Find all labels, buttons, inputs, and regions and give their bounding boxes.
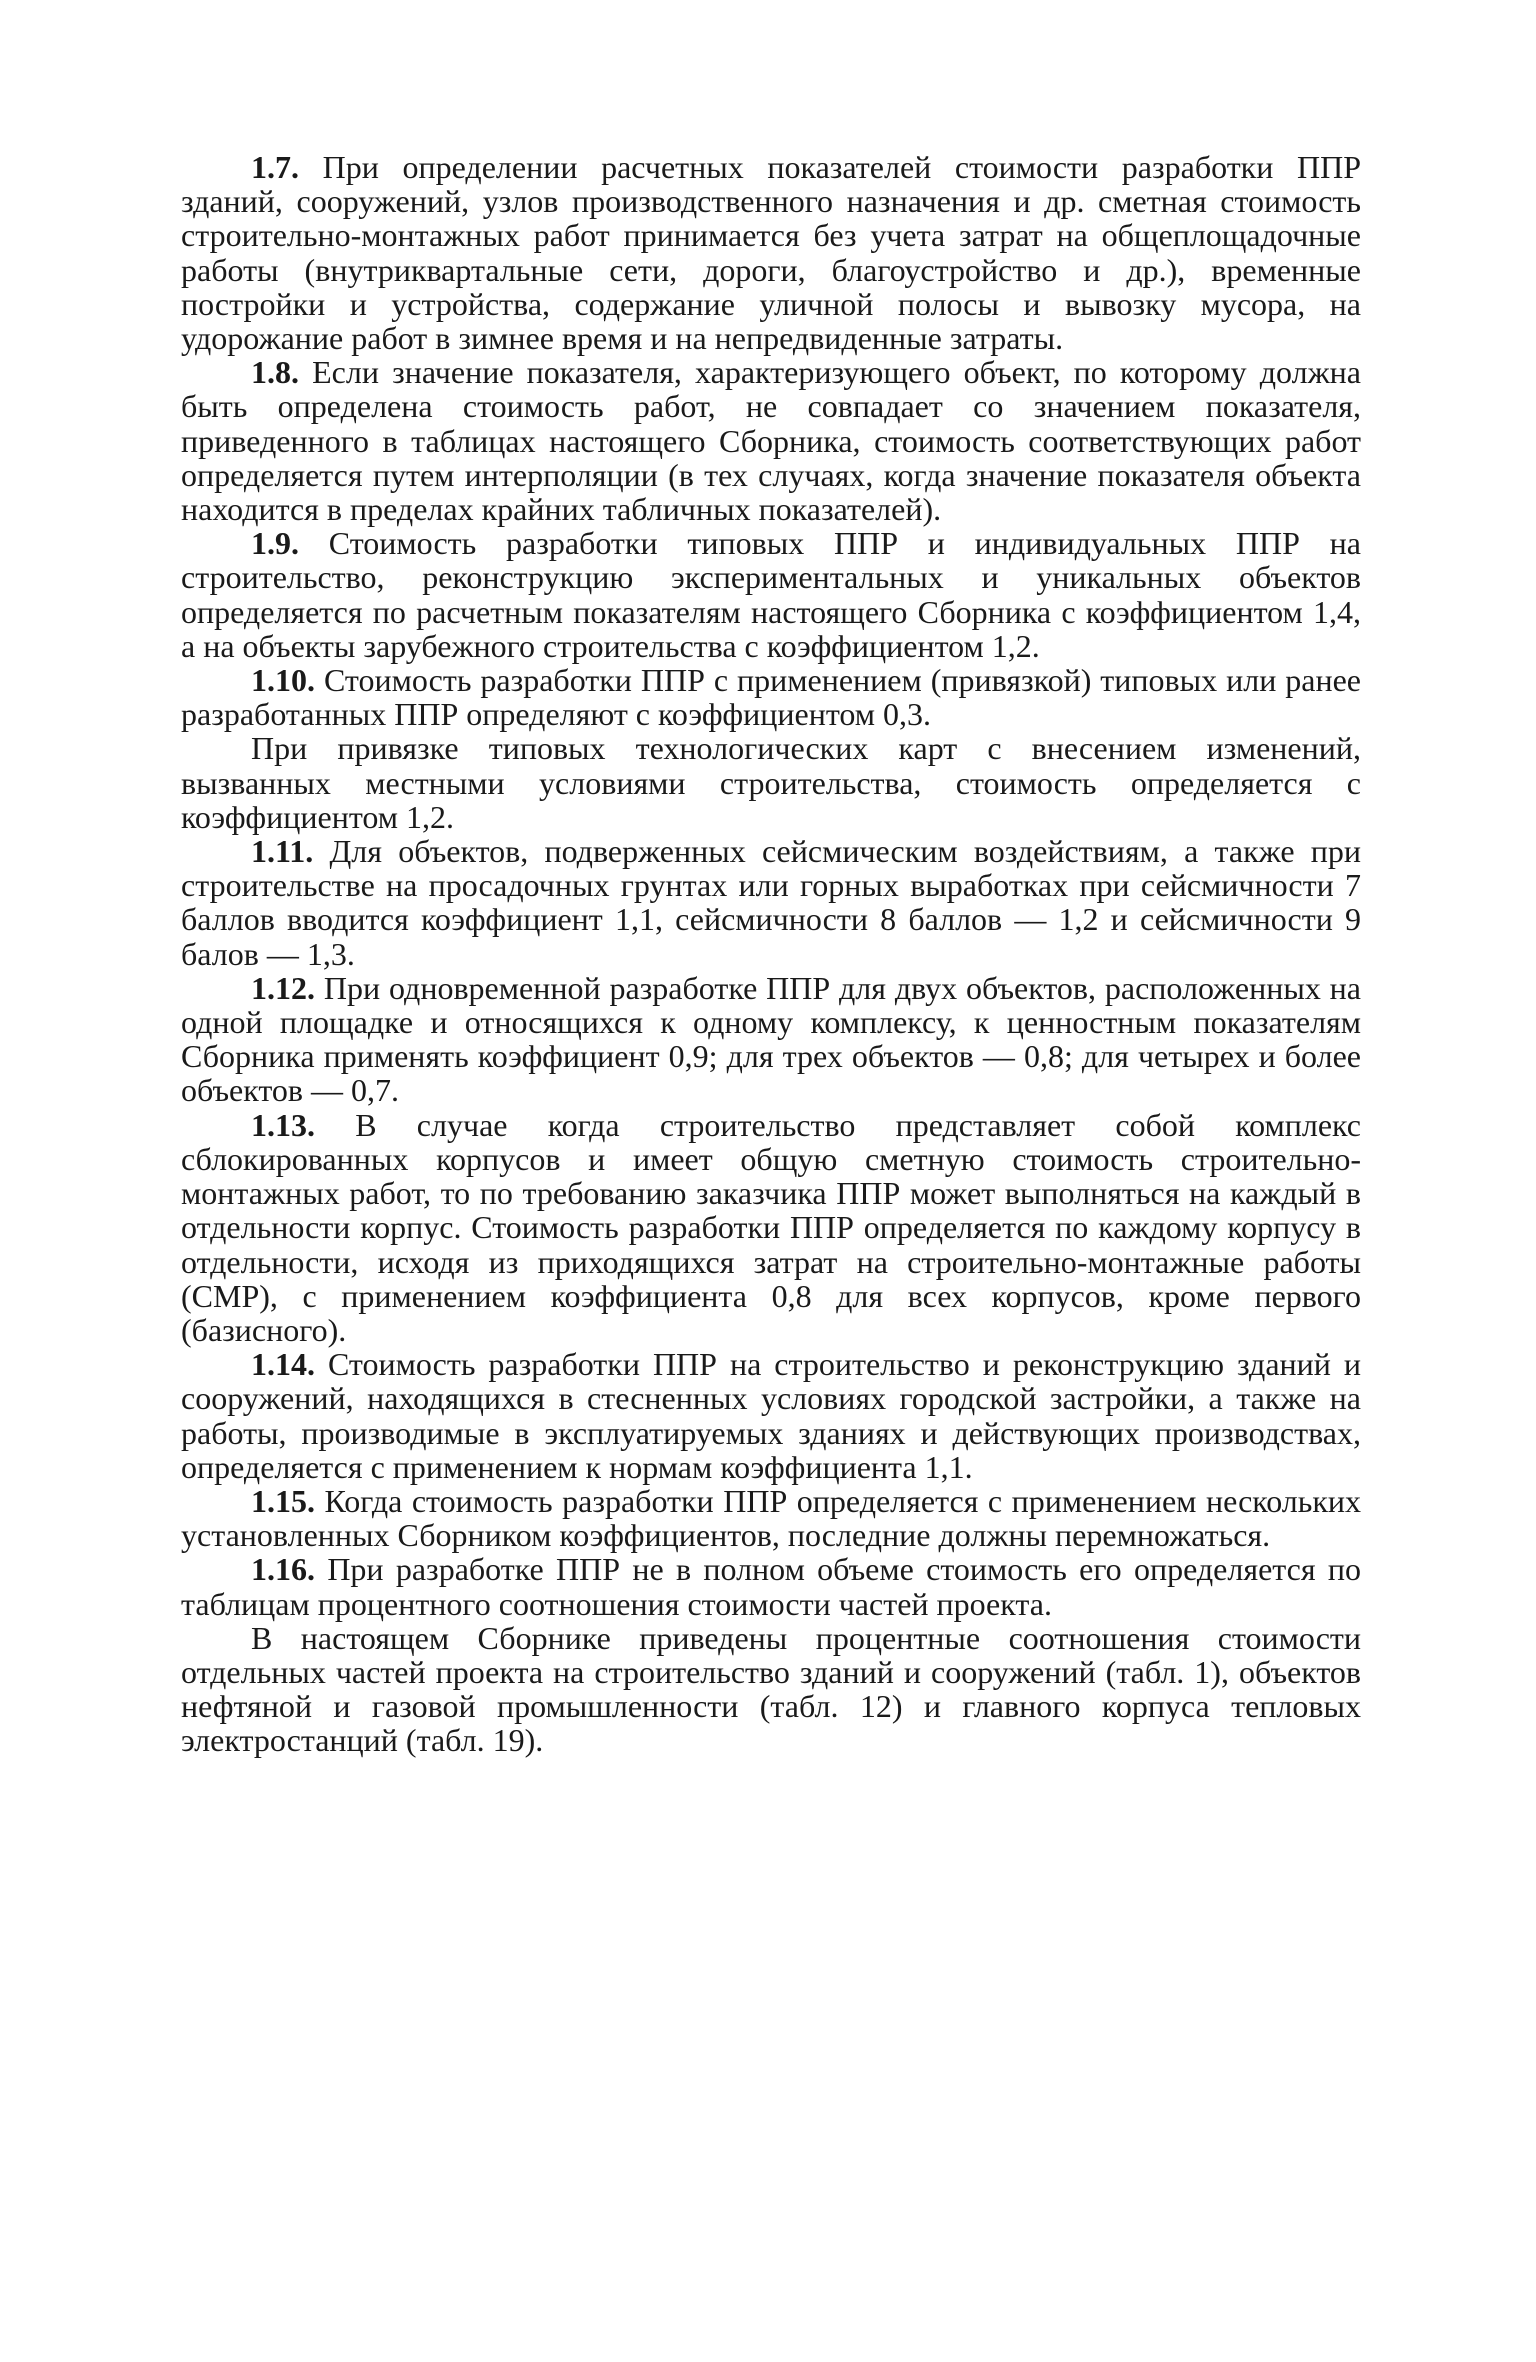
paragraph-text: Стоимость разработки ППР на строительство и реконструкцию зданий и сооружений, находящихся в стесненных условиях городской застройки, а также на работы, производимые в эксплуатируемых зданиях и действующих производствах, определяется с применением к нормам коэффициента 1,1. — [181, 1346, 1362, 1485]
paragraph-text: Стоимость разработки типовых ППР и индивидуальных ППР на строительство, реконструкцию экспериментальных и уникальных объектов определяется по расчетным показателям настоящего Сборника с коэффициентом 1,4, а на объекты зарубежного строительства с коэффициентом 1,2. — [181, 525, 1361, 664]
paragraph-text: Когда стоимость разработки ППР определяется с применением нескольких установленных Сборником коэффициентов, последние должны перемножаться. — [181, 1482, 1362, 1554]
clause-number: 1.7. — [251, 149, 299, 185]
paragraph-text: В настоящем Сборнике приведены процентные соотношения стоимости отдельных частей проекта на строительство зданий и сооружений (табл. 1), объектов нефтяной и газовой промышленности (табл. 12) и главного корпуса тепловых электростанций (табл. 19). — [181, 1619, 1361, 1759]
paragraph-1-14 — [181, 1347, 1361, 1484]
paragraph-1-12 — [181, 971, 1361, 1108]
clause-number: 1.16. — [251, 1551, 315, 1588]
paragraph-1-10-note — [181, 731, 1361, 834]
paragraph-text: При одновременной разработке ППР для двух объектов, расположенных на одной площадке и относящихся к одному комплексу, к ценностным показателям Сборника применять коэффициент 0,9; для трех объектов — 0,8; для четырех и более объектов — 0,7. — [181, 969, 1361, 1109]
paragraph-1-7 — [181, 150, 1361, 355]
paragraph-1-11 — [181, 834, 1361, 971]
clause-number: 1.9. — [251, 525, 299, 562]
document-page — [181, 150, 1361, 1758]
paragraph-text: При привязке типовых технологических карт с внесением изменений, вызванных местными условиями строительства, стоимость определяется с коэффициентом 1,2. — [181, 730, 1361, 835]
paragraph-1-16-note — [181, 1621, 1361, 1758]
clause-number: 1.14. — [251, 1346, 315, 1383]
clause-number: 1.11. — [251, 833, 314, 870]
paragraph-1-16 — [181, 1552, 1361, 1620]
paragraph-text: Стоимость разработки ППР с применением (привязкой) типовых или ранее разработанных ППР определяют с коэффициентом 0,3. — [181, 662, 1362, 733]
paragraph-text: Для объектов, подверженных сейсмическим воздействиям, а также при строительстве на просадочных грунтах или горных выработках при сейсмичности 7 баллов вводится коэффициент 1,1, сейсмичности 8 баллов — 1,2 и сейсмичности 9 балов — 1,3. — [181, 833, 1362, 972]
clause-number: 1.13. — [251, 1106, 315, 1143]
paragraph-1-9 — [181, 526, 1361, 663]
paragraph-1-8 — [181, 355, 1361, 526]
clause-number: 1.12. — [251, 969, 315, 1006]
paragraph-text: При определении расчетных показателей стоимости разработки ППР зданий, сооружений, узлов производственного назначения и др. сметная стоимость строительно-монтажных работ принимается без учета затрат на общеплощадочные работы (внутриквартальные сети, дороги, благоустройство и др.), временные постройки и устройства, содержание уличной полосы и вывозку мусора, на удорожание работ в зимнее время и на непредвиденные затраты. — [181, 149, 1362, 357]
clause-number: 1.15. — [251, 1482, 315, 1519]
paragraph-text: В случае когда строительство представляет собой комплекс сблокированных корпусов и имеет общую сметную стоимость строительно-монтажных работ, то по требованию заказчика ППР может выполняться на каждый в отдельности корпус. Стоимость разработки ППР определяется по каждому корпусу в отдельности, исходя из приходящихся затрат на строительно-монтажные работы (СМР), с применением коэффициента 0,8 для всех корпусов, кроме первого (базисного). — [181, 1106, 1362, 1348]
paragraph-text: При разработке ППР не в полном объеме стоимость его определяется по таблицам процентного соотношения стоимости частей проекта. — [181, 1551, 1362, 1622]
clause-number: 1.8. — [251, 354, 299, 391]
clause-number: 1.10. — [251, 662, 315, 699]
paragraph-1-13 — [181, 1108, 1361, 1347]
paragraph-1-15 — [181, 1484, 1361, 1552]
paragraph-1-10 — [181, 663, 1361, 731]
paragraph-text: Если значение показателя, характеризующего объект, по которому должна быть определена стоимость работ, не совпадает со значением показателя, приведенного в таблицах настоящего Сборника, стоимость соответствующих работ определяется путем интерполяции (в тех случаях, когда значение показателя объекта находится в пределах крайних табличных показателей). — [181, 354, 1362, 528]
